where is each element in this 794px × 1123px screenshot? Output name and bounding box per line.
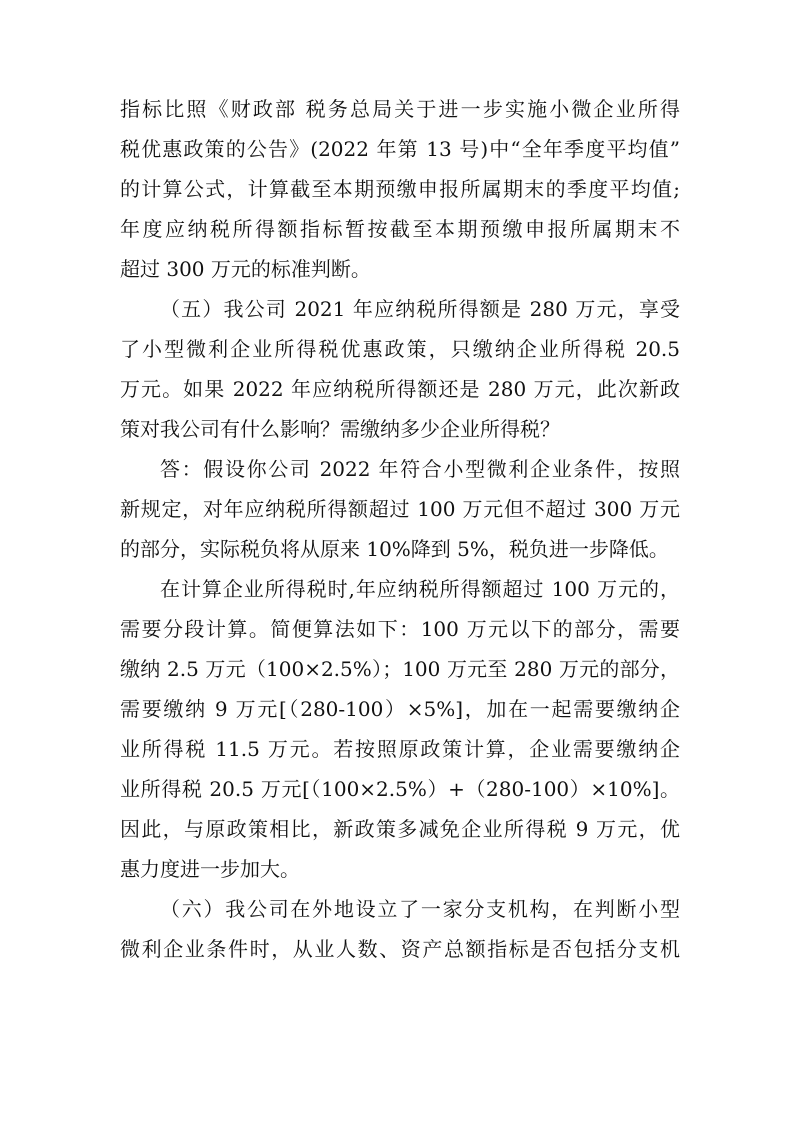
text-line: 在计算企业所得税时,年应纳税所得额超过 100 万元的，: [160, 577, 680, 601]
answer-five: [120, 449, 680, 569]
text-line: 了小型微利企业所得税优惠政策，只缴纳企业所得税 20.5: [120, 337, 680, 361]
text-line: 的计算公式，计算截至本期预缴申报所属期末的季度平均值;: [120, 177, 680, 201]
text-line: 年度应纳税所得额指标暂按截至本期预缴申报所属期末不: [120, 217, 680, 241]
text-line: （五）我公司 2021 年应纳税所得额是 280 万元，享受: [160, 297, 680, 321]
text-line: 业所得税 11.5 万元。若按照原政策计算，企业需要缴纳企: [120, 737, 680, 761]
question-five: [120, 289, 680, 449]
text-line: 税优惠政策的公告》(2022 年第 13 号)中“全年季度平均值”: [120, 137, 680, 161]
text-line: 答：假设你公司 2022 年符合小型微利企业条件，按照: [160, 457, 680, 481]
text-line: 因此，与原政策相比，新政策多减免企业所得税 9 万元，优: [120, 817, 680, 841]
text-line: （六）我公司在外地设立了一家分支机构，在判断小型: [160, 897, 680, 921]
calculation-explanation: [120, 569, 680, 889]
text-line: 惠力度进一步加大。: [120, 857, 300, 881]
question-six: [120, 889, 680, 969]
text-line: 超过 300 万元的标准判断。: [120, 257, 371, 281]
text-line: 缴纳 2.5 万元（100×2.5%）；100 万元至 280 万元的部分，: [120, 657, 680, 681]
text-line: 需要分段计算。简便算法如下：100 万元以下的部分，需要: [120, 617, 680, 641]
text-line: 新规定，对年应纳税所得额超过 100 万元但不超过 300 万元: [120, 497, 680, 521]
text-line: 的部分，实际税负将从原来 10%降到 5%，税负进一步降低。: [120, 537, 669, 561]
document-body: [120, 89, 680, 969]
text-line: 微利企业条件时，从业人数、资产总额指标是否包括分支机: [120, 937, 680, 961]
text-line: 万元。如果 2022 年应纳税所得额还是 280 万元，此次新政: [120, 377, 680, 401]
paragraph-indicator-criteria: [120, 89, 680, 289]
text-line: 策对我公司有什么影响？需缴纳多少企业所得税？: [120, 417, 560, 441]
text-line: 指标比照《财政部 税务总局关于进一步实施小微企业所得: [120, 97, 680, 121]
text-line: 业所得税 20.5 万元[（100×2.5%）+（280-100）×10%]。: [120, 777, 680, 801]
text-line: 需要缴纳 9 万元[（280-100）×5%]，加在一起需要缴纳企: [120, 697, 680, 721]
